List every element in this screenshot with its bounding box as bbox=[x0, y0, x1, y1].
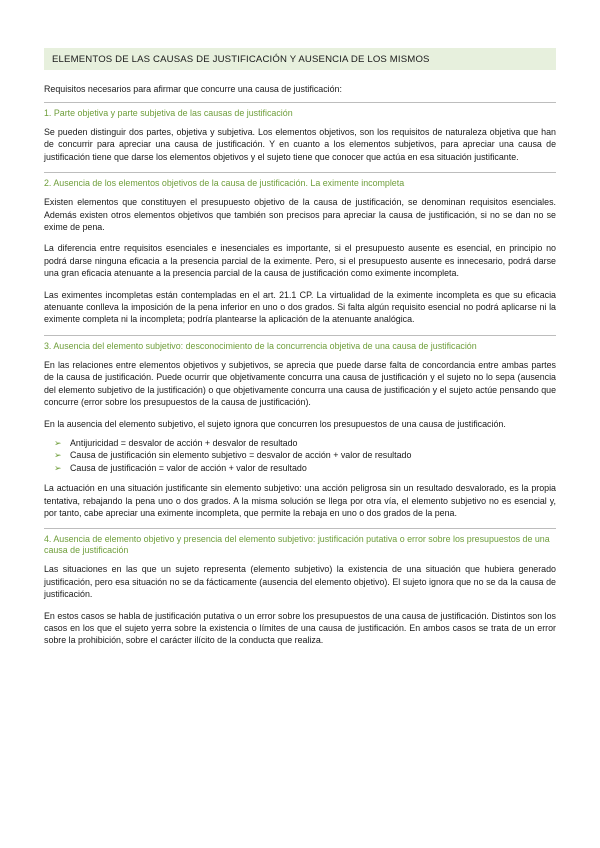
section-3-paragraph-1: En las relaciones entre elementos objetivos y subjetivos, se aprecia que puede darse falta de concordancia entre ambas partes de la causa de justificación. Puede ocurrir que objetivamente concurra una causa de justificación y el sujeto no lo sepa (ausencia del elemento subjetivo de la justificación) o que objetivamente concurra una causa de justificación y el sujeto actúe pensando que concurre (error sobre los presupuestos de la causa de justificación). bbox=[44, 359, 556, 408]
section-3-bullet-list bbox=[44, 437, 556, 474]
section-4-heading: 4. Ausencia de elemento objetivo y presencia del elemento subjetivo: justificación putativa o error sobre los presupuestos de una causa de justificación bbox=[44, 528, 556, 556]
section-3-paragraph-3: La actuación en una situación justificante sin elemento subjetivo: una acción peligrosa sin un resultado desvalorado, es la propia tentativa, rebajando la pena uno o dos grados. A la misma solución se llega por otra vía, el elemento subjetivo no es esencial y, por tanto, cabe apreciar una eximente incompleta, que permite la rebaja en uno o dos grados de la pena. bbox=[44, 483, 556, 518]
section-1-heading: 1. Parte objetiva y parte subjetiva de las causas de justificación bbox=[44, 102, 556, 119]
section-4-paragraph-2: En estos casos se habla de justificación putativa o un error sobre los presupuestos de una causa de justificación. Distintos son los casos en los que el sujeto yerra sobre la existencia o límites de una causa de justificación. En ambos casos se trata de un error sobre la prohibición, sobre el carácter ilícito de la conducta que realiza. bbox=[44, 610, 556, 646]
section-2-paragraph-2: La diferencia entre requisitos esenciales e inesenciales es importante, si el presupuesto ausente es esencial, en principio no podrá darse ninguna eficacia a la presencia parcial de la eximente. Pero, si el presupuesto ausente es innecesario, podrá darse una gran eficacia atenuante a la presencia parcial de la causa de justificación como eximente incompleta. bbox=[44, 243, 556, 279]
list-item-text: Antijuricidad = desvalor de acción + desvalor de resultado bbox=[70, 437, 298, 448]
section-4-paragraph-1: Las situaciones en las que un sujeto representa (elemento subjetivo) la existencia de una situación que hubiera generado justificación, pero esa situación no se da fácticamente (ausencia del elemento objetivo). El sujeto ignora que no se da la causa de justificación. bbox=[44, 564, 556, 600]
section-4 bbox=[44, 528, 556, 646]
list-item bbox=[54, 449, 556, 461]
arrow-bullet-icon: ➢ bbox=[54, 437, 62, 448]
list-item bbox=[54, 437, 556, 449]
list-item bbox=[54, 462, 556, 474]
arrow-bullet-icon: ➢ bbox=[54, 462, 62, 473]
document-title: ELEMENTOS DE LAS CAUSAS DE JUSTIFICACIÓN Y AUSENCIA DE LOS MISMOS bbox=[44, 48, 556, 70]
intro-text: Requisitos necesarios para afirmar que concurre una causa de justificación: bbox=[44, 84, 342, 94]
section-3-paragraph-2: En la ausencia del elemento subjetivo, el sujeto ignora que concurren los presupuestos de una causa de justificación. bbox=[44, 418, 506, 429]
section-3-heading: 3. Ausencia del elemento subjetivo: desconocimiento de la concurrencia objetiva de una causa de justificación bbox=[44, 335, 556, 352]
arrow-bullet-icon: ➢ bbox=[54, 450, 62, 461]
section-3 bbox=[44, 335, 556, 519]
section-2 bbox=[44, 172, 556, 326]
section-1 bbox=[44, 102, 556, 163]
section-1-paragraph-1: Se pueden distinguir dos partes, objetiva y subjetiva. Los elementos objetivos, son los requisitos de naturaleza objetiva que han de concurrir para apreciar una causa de justificación. Y en cuanto a los elementos subjetivos, para apreciar una causa de justificación tiene que darse los elementos objetivos y el sujeto tiene que conocer que actúa en esa situación justificante. bbox=[44, 127, 556, 162]
section-2-paragraph-3: Las eximentes incompletas están contempladas en el art. 21.1 CP. La virtualidad de la eximente incompleta es que su eficacia atenuante conlleva la imposición de la pena inferior en uno o dos grados. Si falta algún requisito esencial no podrá aplicarse ni la eximente completa ni la incompleta; podría plantearse la aplicación de la atenuante analógica. bbox=[44, 289, 556, 325]
list-item-text: Causa de justificación = valor de acción + valor de resultado bbox=[70, 462, 307, 473]
section-2-paragraph-1: Existen elementos que constituyen el presupuesto objetivo de la causa de justificación, se denominan requisitos esenciales. Además existen otros elementos objetivos que también son precisos para apreciar la causa de justificación, si no se dan no se exime de pena. bbox=[44, 197, 556, 233]
document-page bbox=[44, 48, 556, 656]
section-2-heading: 2. Ausencia de los elementos objetivos de la causa de justificación. La eximente incompleta bbox=[44, 172, 556, 189]
list-item-text: Causa de justificación sin elemento subjetivo = desvalor de acción + valor de resultado bbox=[70, 450, 412, 461]
